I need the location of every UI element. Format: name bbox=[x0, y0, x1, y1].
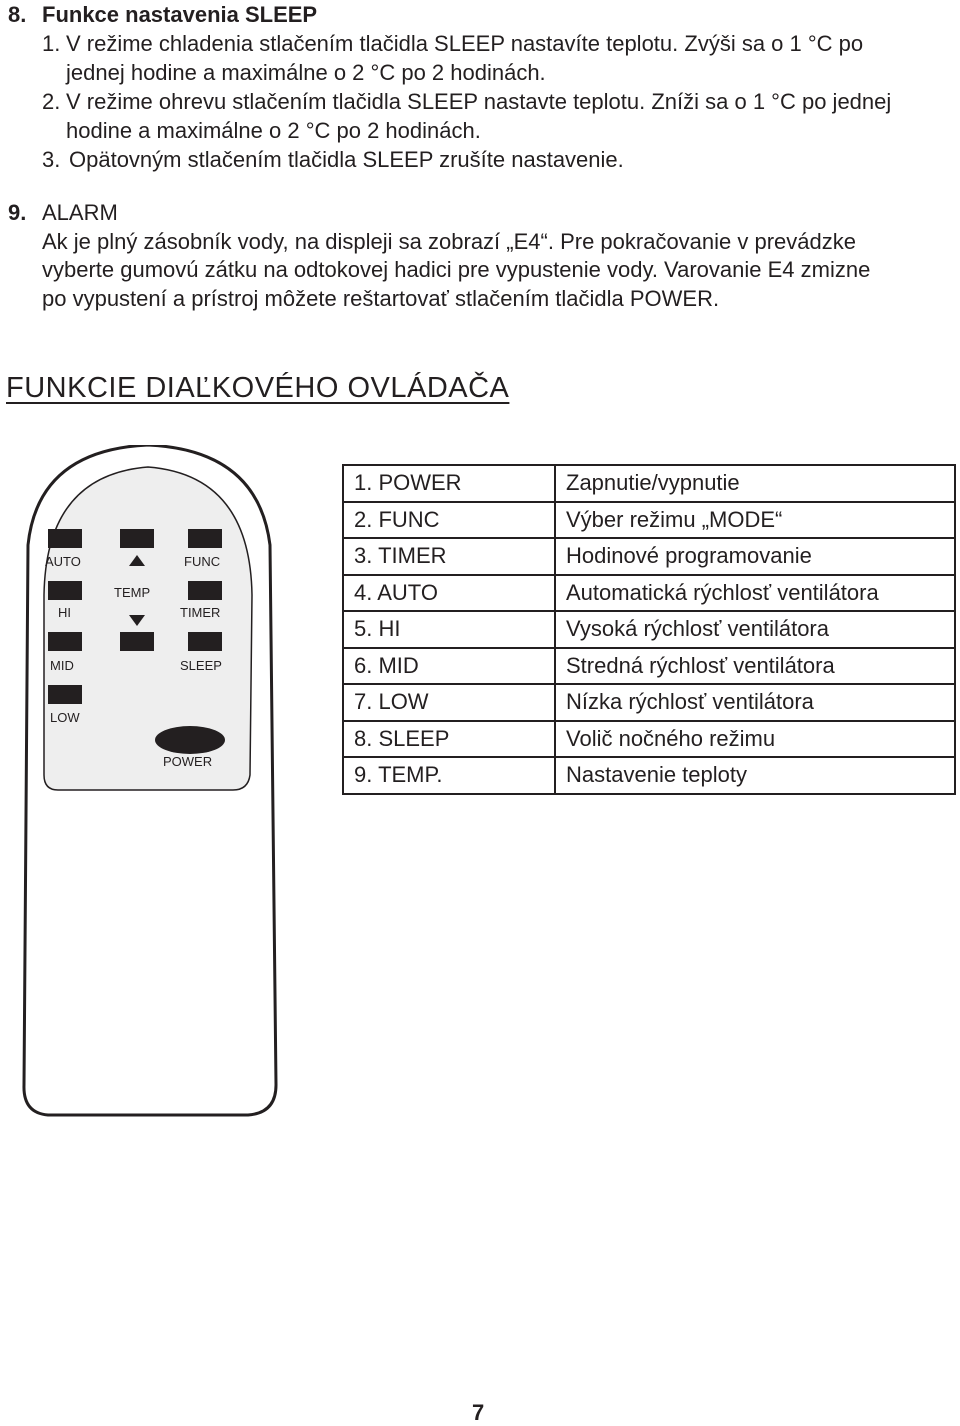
table-row bbox=[343, 648, 955, 685]
table-row bbox=[343, 538, 955, 575]
timer-label: TIMER bbox=[180, 605, 221, 620]
function-description: Nízka rýchlosť ventilátora bbox=[555, 684, 955, 721]
section-9-number: 9. bbox=[8, 200, 27, 225]
page-number: 7 bbox=[472, 1400, 485, 1425]
section-8-item-3-number: 3. bbox=[42, 147, 61, 172]
function-description: Automatická rýchlosť ventilátora bbox=[555, 575, 955, 612]
mid-button[interactable] bbox=[48, 632, 82, 651]
function-key: 5. HI bbox=[343, 611, 555, 648]
function-description: Volič nočného režimu bbox=[555, 721, 955, 758]
timer-button[interactable] bbox=[188, 581, 222, 600]
hi-label: HI bbox=[58, 605, 71, 620]
sleep-button[interactable] bbox=[188, 632, 222, 651]
section-8-item-1-line-1: V režime chladenia stlačením tlačidla SLEEP nastavíte teplotu. Zvýši sa o 1 °C po bbox=[66, 31, 864, 56]
temp-label: TEMP bbox=[114, 585, 151, 600]
table-row bbox=[343, 575, 955, 612]
function-key: 7. LOW bbox=[343, 684, 555, 721]
function-description: Vysoká rýchlosť ventilátora bbox=[555, 611, 955, 648]
function-key: 9. TEMP. bbox=[343, 757, 555, 794]
section-8-item-2-number: 2. bbox=[42, 89, 61, 114]
function-key: 4. AUTO bbox=[343, 575, 555, 612]
func-button[interactable] bbox=[188, 529, 222, 548]
remote-functions-heading: FUNKCIE DIAĽKOVÉHO OVLÁDAČA bbox=[6, 372, 510, 404]
section-8-item-3-line-1: Opätovným stlačením tlačidla SLEEP zrušíte nastavenie. bbox=[69, 147, 624, 172]
remote-control-illustration bbox=[18, 445, 283, 1125]
function-key: 1. POWER bbox=[343, 465, 555, 502]
mid-label: MID bbox=[50, 658, 74, 673]
auto-button[interactable] bbox=[48, 529, 82, 548]
function-description: Nastavenie teploty bbox=[555, 757, 955, 794]
function-key: 3. TIMER bbox=[343, 538, 555, 575]
section-8-item-1-line-2: jednej hodine a maximálne o 2 °C po 2 hodinách. bbox=[66, 60, 546, 85]
temp-up-button[interactable] bbox=[120, 529, 154, 548]
section-8-number: 8. bbox=[8, 2, 27, 27]
table-row bbox=[343, 502, 955, 539]
low-label: LOW bbox=[50, 710, 80, 725]
function-description: Výber režimu „MODE“ bbox=[555, 502, 955, 539]
table-row bbox=[343, 721, 955, 758]
table-row bbox=[343, 684, 955, 721]
section-8-title: Funkce nastavenia SLEEP bbox=[42, 2, 318, 27]
function-key: 2. FUNC bbox=[343, 502, 555, 539]
section-8-item-2-line-1: V režime ohrevu stlačením tlačidla SLEEP nastavte teplotu. Zníži sa o 1 °C po jednej bbox=[66, 89, 892, 114]
power-label: POWER bbox=[163, 754, 213, 769]
func-label: FUNC bbox=[184, 554, 221, 569]
section-9-title: ALARM bbox=[42, 200, 118, 225]
function-description: Hodinové programovanie bbox=[555, 538, 955, 575]
section-8-item-1-number: 1. bbox=[42, 31, 61, 56]
table-row bbox=[343, 465, 955, 502]
auto-label: AUTO bbox=[45, 554, 81, 569]
section-9-line-1: Ak je plný zásobník vody, na displeji sa zobrazí „E4“. Pre pokračovanie v prevádzke bbox=[42, 229, 856, 254]
temp-down-button[interactable] bbox=[120, 632, 154, 651]
section-9-line-2: vyberte gumovú zátku na odtokovej hadici pre vypustenie vody. Varovanie E4 zmizne bbox=[42, 257, 871, 282]
function-description: Zapnutie/vypnutie bbox=[555, 465, 955, 502]
hi-button[interactable] bbox=[48, 581, 82, 600]
section-8-item-2-line-2: hodine a maximálne o 2 °C po 2 hodinách. bbox=[66, 118, 481, 143]
sleep-label: SLEEP bbox=[180, 658, 222, 673]
section-9-line-3: po vypustení a prístroj môžete reštartovať stlačením tlačidla POWER. bbox=[42, 286, 720, 311]
function-key: 8. SLEEP bbox=[343, 721, 555, 758]
power-button[interactable] bbox=[155, 726, 225, 754]
remote-functions-table bbox=[342, 464, 956, 795]
low-button[interactable] bbox=[48, 685, 82, 704]
table-row bbox=[343, 757, 955, 794]
function-description: Stredná rýchlosť ventilátora bbox=[555, 648, 955, 685]
function-key: 6. MID bbox=[343, 648, 555, 685]
table-row bbox=[343, 611, 955, 648]
